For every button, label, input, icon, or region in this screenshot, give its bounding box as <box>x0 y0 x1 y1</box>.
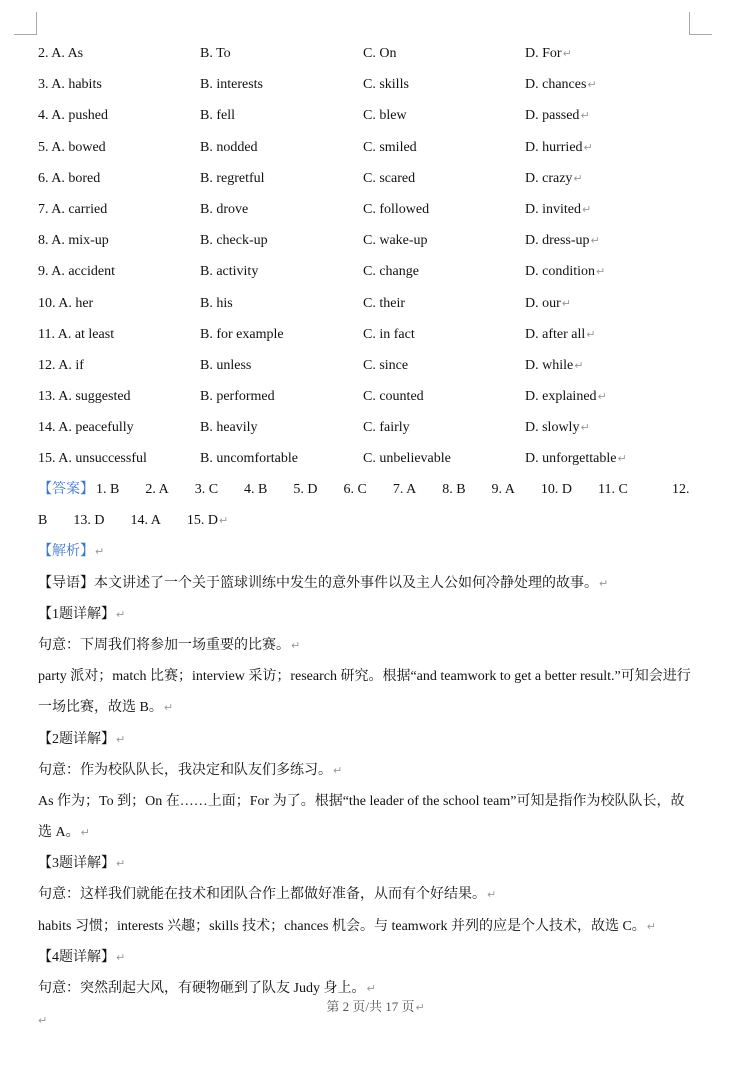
option-row <box>38 225 718 256</box>
q1-explanation-line1 <box>38 661 693 692</box>
paragraph-mark: ↵ <box>562 47 572 60</box>
option-d <box>525 194 591 225</box>
guide-text <box>38 568 693 599</box>
option-row <box>38 319 718 350</box>
q2-expl1-text: As 作为；To 到；On 在……上面；For 为了。根据“the leader of the school team”可知是指作为校队队长，故 <box>38 793 685 809</box>
page-number: 第 2 页/共 17 页 <box>326 999 415 1014</box>
option-row <box>38 100 718 131</box>
q2-sentence-text: 句意：作为校队队长，我决定和队友们多练习。 <box>38 762 332 778</box>
option-c: C. blew <box>363 108 407 124</box>
q3-expl1-text: habits 习惯；interests 兴趣；skills 技术；chances 机会。与 teamwork 并列的应是个人技术，故选 C。 <box>38 918 646 934</box>
answer-item: 6. C <box>343 482 367 497</box>
paragraph-mark: ↵ <box>366 982 376 995</box>
option-row <box>38 350 718 381</box>
option-d <box>525 256 605 287</box>
q1-sentence-text: 句意：下周我们将参加一场重要的比赛。 <box>38 637 290 653</box>
option-d <box>525 288 571 319</box>
option-b: B. for example <box>200 326 284 342</box>
answer-item: 8. B <box>442 482 466 497</box>
q2-explanation-line1 <box>38 786 693 817</box>
q1-sentence <box>38 630 693 661</box>
option-d <box>525 132 593 163</box>
q4-heading <box>38 942 693 973</box>
option-row <box>38 256 718 287</box>
option-a: 11. A. at least <box>38 326 115 342</box>
option-d <box>525 443 627 474</box>
q1-expl2-text: 一场比赛，故选 B。 <box>38 700 163 716</box>
paragraph-mark: ↵ <box>573 171 583 185</box>
q2-expl2-text: 选 A。 <box>38 825 80 841</box>
option-c: C. unbelievable <box>363 451 451 467</box>
option-c: C. since <box>363 357 409 373</box>
answer-item: 15. D <box>186 513 218 529</box>
option-a: 2. A. As <box>38 46 84 61</box>
option-b: B. nodded <box>200 139 258 155</box>
answer-item: 7. A <box>392 482 417 497</box>
q4-heading-text: 【4题详解】 <box>38 949 115 965</box>
answer-item: 11. C <box>598 482 628 497</box>
paragraph-mark: ↵ <box>333 763 343 777</box>
answer-item: 14. A <box>130 513 161 529</box>
q3-heading-text: 【3题详解】 <box>38 856 115 872</box>
q3-sentence-text: 句意：这样我们就能在技术和团队合作上都做好准备，从而有个好结果。 <box>38 887 486 903</box>
q3-heading <box>38 848 693 879</box>
paragraph-mark: ↵ <box>218 514 229 528</box>
option-d-text: D. passed <box>525 108 580 124</box>
option-row <box>38 69 718 100</box>
option-c: C. smiled <box>363 139 417 155</box>
option-row <box>38 38 718 69</box>
q1-explanation-line2 <box>38 692 693 723</box>
option-d-text: D. dress-up <box>525 233 590 249</box>
answer-line-1 <box>38 474 693 505</box>
answer-section <box>38 474 693 1004</box>
paragraph-mark: ↵ <box>80 826 90 840</box>
option-d <box>525 412 590 443</box>
option-row <box>38 194 718 225</box>
paragraph-mark: ↵ <box>586 327 596 341</box>
option-d-text: D. unforgettable <box>525 451 617 467</box>
paragraph-mark: ↵ <box>580 421 590 435</box>
paragraph-mark: ↵ <box>583 140 593 154</box>
option-row <box>38 132 718 163</box>
paragraph-mark: ↵ <box>574 358 584 372</box>
paragraph-mark: ↵ <box>116 607 126 621</box>
q3-explanation <box>38 911 693 942</box>
paragraph-mark: ↵ <box>291 638 301 652</box>
paragraph-mark: ↵ <box>163 701 174 715</box>
option-d <box>525 69 597 100</box>
option-b: B. unless <box>200 357 252 373</box>
option-a: 10. A. her <box>38 295 94 311</box>
paragraph-mark: ↵ <box>596 265 606 279</box>
paragraph-mark: ↵ <box>582 202 592 216</box>
option-row <box>38 288 718 319</box>
answer-item: 12. <box>672 482 690 497</box>
paragraph-mark: ↵ <box>415 1001 425 1014</box>
option-b: B. his <box>200 295 233 311</box>
paragraph-mark: ↵ <box>597 390 607 404</box>
option-d-text: D. slowly <box>525 420 580 436</box>
option-b: B. drove <box>200 201 249 217</box>
option-d <box>525 163 583 194</box>
paragraph-mark: ↵ <box>116 950 126 964</box>
page-footer <box>0 996 751 1015</box>
option-c: C. skills <box>363 77 409 93</box>
answer-item: 5. D <box>293 482 318 497</box>
answer-item: 4. B <box>244 482 268 497</box>
option-a: 5. A. bowed <box>38 139 106 155</box>
option-b: B. uncomfortable <box>200 451 298 467</box>
q1-heading-text: 【1题详解】 <box>38 606 115 622</box>
paragraph-mark: ↵ <box>590 234 600 248</box>
option-row <box>38 381 718 412</box>
answer-item: B <box>38 513 48 529</box>
option-b: B. fell <box>200 108 235 124</box>
option-d-text: D. condition <box>525 264 595 280</box>
option-b: B. regretful <box>200 170 265 186</box>
q4-sentence-text: 句意：突然刮起大风，有硬物砸到了队友 Judy 身上。 <box>38 981 366 996</box>
option-d-text: D. invited <box>525 201 581 217</box>
option-d <box>525 225 600 256</box>
option-c: C. followed <box>363 201 430 217</box>
crop-mark-top-left <box>14 12 37 35</box>
answer-item: 9. A <box>491 482 515 497</box>
option-a: 13. A. suggested <box>38 389 131 405</box>
analysis-label: 【解析】 <box>38 544 94 560</box>
option-d-text: D. explained <box>525 389 597 405</box>
option-d <box>525 350 583 381</box>
option-a: 9. A. accident <box>38 264 115 280</box>
option-c: C. scared <box>363 170 416 186</box>
option-d-text: D. chances <box>525 77 587 93</box>
option-d <box>525 319 595 350</box>
option-b: B. check-up <box>200 233 268 249</box>
analysis-heading <box>38 536 693 567</box>
option-b: B. heavily <box>200 420 258 436</box>
option-a: 6. A. bored <box>38 170 101 186</box>
option-b: B. activity <box>200 264 259 280</box>
option-a: 7. A. carried <box>38 201 108 217</box>
option-c: C. change <box>363 264 419 280</box>
q2-heading <box>38 724 693 755</box>
option-a: 4. A. pushed <box>38 108 108 124</box>
answer-line-2 <box>38 505 693 536</box>
q2-sentence <box>38 755 693 786</box>
option-a: 8. A. mix-up <box>38 233 109 249</box>
option-c: C. their <box>363 295 405 311</box>
option-c: C. On <box>363 46 397 61</box>
option-row <box>38 443 718 474</box>
option-d-text: D. hurried <box>525 139 583 155</box>
option-d <box>525 100 590 131</box>
paragraph-mark: ↵ <box>487 888 497 902</box>
answer-item: 10. D <box>540 482 572 497</box>
answer-label: 【答案】 <box>38 482 94 497</box>
option-a: 3. A. habits <box>38 77 102 93</box>
answer-item: 13. D <box>73 513 105 529</box>
option-d-text: D. our <box>525 295 561 311</box>
paragraph-mark: ↵ <box>599 576 609 590</box>
q3-sentence <box>38 879 693 910</box>
crop-mark-top-right <box>689 12 712 35</box>
paragraph-mark: ↵ <box>587 78 597 92</box>
paragraph-mark: ↵ <box>116 732 126 746</box>
answer-item: 2. A <box>145 482 169 497</box>
paragraph-mark: ↵ <box>617 452 627 466</box>
q2-explanation-line2 <box>38 817 693 848</box>
option-d-text: D. while <box>525 357 574 373</box>
option-a: 15. A. unsuccessful <box>38 451 147 467</box>
option-a: 14. A. peacefully <box>38 420 134 436</box>
option-d-text: D. For <box>525 46 562 61</box>
option-b: B. performed <box>200 389 275 405</box>
guide-text-content: 【导语】本文讲述了一个关于篮球训练中发生的意外事件以及主人公如何冷静处理的故事。 <box>38 575 598 591</box>
option-c: C. in fact <box>363 326 415 342</box>
option-d-text: D. after all <box>525 326 586 342</box>
q1-expl1-text: party 派对；match 比赛；interview 采访；research 研究。根据“and teamwork to get a better result.”可知会进行 <box>38 669 691 685</box>
option-d <box>525 38 572 69</box>
paragraph-mark: ↵ <box>580 109 590 123</box>
option-b: B. interests <box>200 77 263 93</box>
option-c: C. fairly <box>363 420 410 436</box>
q1-heading <box>38 599 693 630</box>
answer-item: 1. B <box>96 482 120 497</box>
end-paragraph-mark: ↵ <box>38 1014 48 1027</box>
option-list <box>38 38 718 475</box>
option-row <box>38 163 718 194</box>
option-c: C. wake-up <box>363 233 428 249</box>
option-d <box>525 381 607 412</box>
paragraph-mark: ↵ <box>646 919 657 933</box>
option-row <box>38 412 718 443</box>
paragraph-mark: ↵ <box>116 857 126 871</box>
q2-heading-text: 【2题详解】 <box>38 731 115 747</box>
option-c: C. counted <box>363 389 424 405</box>
option-b: B. To <box>200 46 231 61</box>
paragraph-mark: ↵ <box>95 545 105 559</box>
paragraph-mark: ↵ <box>561 296 571 310</box>
answer-item: 3. C <box>194 482 219 497</box>
option-a: 12. A. if <box>38 357 84 373</box>
option-d-text: D. crazy <box>525 170 573 186</box>
